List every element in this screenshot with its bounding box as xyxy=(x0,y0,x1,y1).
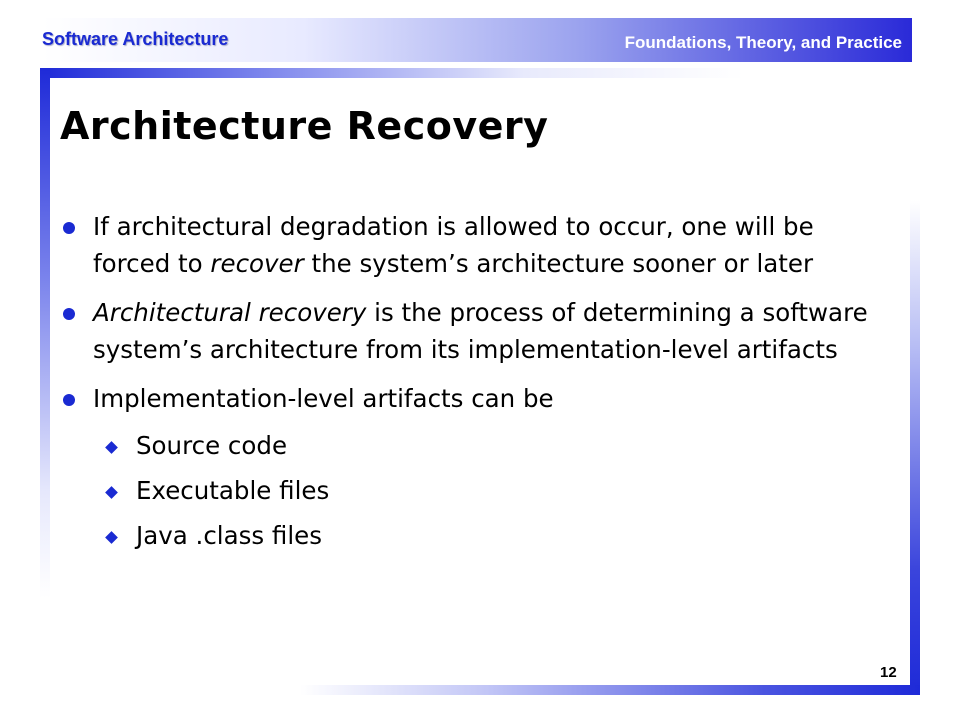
sub-bullet-text: Source code xyxy=(136,431,288,460)
sub-bullet-source-code xyxy=(60,429,895,462)
bullet-text: the system’s architecture sooner or later xyxy=(303,249,814,278)
frame-top-border xyxy=(40,68,920,78)
sub-bullet-text: Executable files xyxy=(136,476,330,505)
frame-left-border xyxy=(40,68,50,598)
frame-right-border xyxy=(910,200,920,695)
frame-bottom-border xyxy=(300,685,920,695)
slide-content xyxy=(60,208,895,564)
slide-title: Architecture Recovery xyxy=(60,104,549,148)
bullet-recovery-definition xyxy=(60,294,895,368)
bullet-text: If architectural degradation is allowed to occur, one will be forced to xyxy=(93,212,814,278)
bullet-artifacts xyxy=(60,380,895,417)
bullet-emphasis: recover xyxy=(210,249,304,278)
bullet-emphasis: Architectural recovery xyxy=(93,298,367,327)
bullet-text: Implementation-level artifacts can be xyxy=(93,384,554,413)
header-subtitle: Foundations, Theory, and Practice xyxy=(624,33,902,52)
sub-bullet-executable-files xyxy=(60,474,895,507)
sub-bullet-text: Java .class files xyxy=(136,521,323,550)
bullet-text: is the process of determining a software system’s architecture from its implementation-level artifacts xyxy=(93,298,868,364)
bullet-degradation xyxy=(60,208,895,282)
page-number: 12 xyxy=(880,664,897,681)
header-course-title: Software Architecture xyxy=(42,29,229,49)
sub-bullet-java-class-files xyxy=(60,519,895,552)
